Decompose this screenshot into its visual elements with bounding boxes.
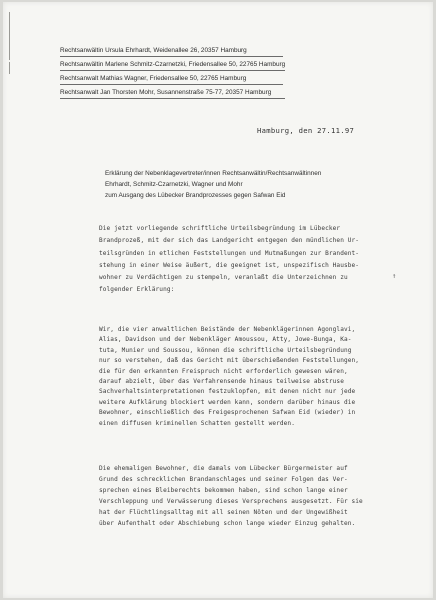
body-line: nur so verstehen, daß das Gericht mit überschießenden Feststellungen, <box>99 357 360 365</box>
subject-line: zum Ausgang des Lübecker Brandprozesses gegen Safwan Eid <box>105 192 286 199</box>
letterhead-rule <box>60 84 283 85</box>
body-line: Sachverhaltsinterpretationen festzuklopfen, mit denen nicht nur jede <box>99 388 356 396</box>
letterhead-rule <box>60 56 283 57</box>
body-line: Brandprozeß, mit der sich das Landgericht entgegen den mündlichen Ur- <box>99 237 360 245</box>
subject-heading <box>105 168 405 201</box>
body-line: Die ehemaligen Bewohner, die damals vom Lübecker Bürgermeister auf <box>99 465 348 472</box>
subject-line: Erklärung der Nebenklagevertreter/innen Rechtsanwältin/Rechtsanwältinnen <box>105 170 322 177</box>
body-line: weitere Aufklärung blockiert werden kann, sondern darüber hinaus die <box>99 398 356 406</box>
body-line: Grund des schrecklichen Brandanschlages und seiner Folgen das Ver- <box>99 476 348 484</box>
scan-edge-line <box>9 12 10 60</box>
paragraph-statement <box>99 325 399 429</box>
document-date: Hamburg, den 27.11.97 <box>257 126 355 135</box>
body-line: folgender Erklärung: <box>99 286 175 294</box>
body-line: Die jetzt vorliegende schriftliche Urteilsbegründung im Lübecker <box>99 225 341 232</box>
paragraph-intro <box>99 223 399 297</box>
body-line: stehung in einer Weise äußert, die geeignet ist, unspezifisch Hausbe- <box>99 261 360 269</box>
body-line: Wir, die vier anwaltlichen Beistände der Nebenklägerinnen Agonglavi, <box>99 326 356 333</box>
body-line: darauf abzielt, über das Verfahrensende hinaus teilweise abstruse <box>99 377 344 385</box>
subject-line: Ehrhardt, Schmitz-Czarnetzki, Wagner und Mohr <box>105 181 243 188</box>
scan-edge-line <box>9 62 10 74</box>
letterhead-line: Rechtsanwalt Jan Thorsten Mohr, Susannenstraße 75-77, 20357 Hamburg <box>60 89 272 96</box>
letterhead <box>60 46 420 102</box>
handwritten-tick-mark: ↑ <box>392 272 397 280</box>
paragraph-residents <box>99 463 399 530</box>
body-line: über Aufenthalt oder Abschiebung schon lange wieder Einzug gehalten. <box>99 520 356 528</box>
letterhead-rule <box>60 98 285 99</box>
body-line: tuta, Munier und Soussou, können die schriftliche Urteilsbegründung <box>99 346 352 354</box>
body-line: die für den erkannten Freispruch nicht erforderlich gewesen wären, <box>99 367 348 375</box>
body-line: Verschleppung und Verwässerung dieses Versprechens ausgesetzt. Für sie <box>99 498 363 506</box>
body-line: einen diffusen kriminellen Schatten gestellt werden. <box>99 419 295 427</box>
letterhead-line: Rechtsanwalt Mathias Wagner, Friedensallee 50, 22765 Hamburg <box>60 75 247 82</box>
body-line: sprechen eines Bleiberechts bekommen haben, sind schon lange einer <box>99 487 348 495</box>
letterhead-line: Rechtsanwältin Marlene Schmitz-Czarnetzki, Friedensallee 50, 22765 Hamburg <box>60 61 286 68</box>
body-line: teilsgründen in etlichen Feststellungen und Mutmaßungen zur Brandent- <box>99 249 360 257</box>
body-line: hat der Flüchtlingsalltag mit all seinen Nöten und der Ungewißheit <box>99 509 348 517</box>
body-line: Alias, Davidson und der Nebenkläger Amoussou, Atty, Jowe-Bunga, Ka- <box>99 336 352 344</box>
letterhead-rule <box>60 70 285 71</box>
letterhead-line: Rechtsanwältin Ursula Ehrhardt, Weidenallee 26, 20357 Hamburg <box>60 47 247 54</box>
body-line: Bewohner, einschließlich des Freigesprochenen Safwan Eid (wieder) in <box>99 409 356 417</box>
body-line: wohner zu Verdächtigen zu stempeln, veranlaßt die Unterzeichnen zu <box>99 274 348 282</box>
